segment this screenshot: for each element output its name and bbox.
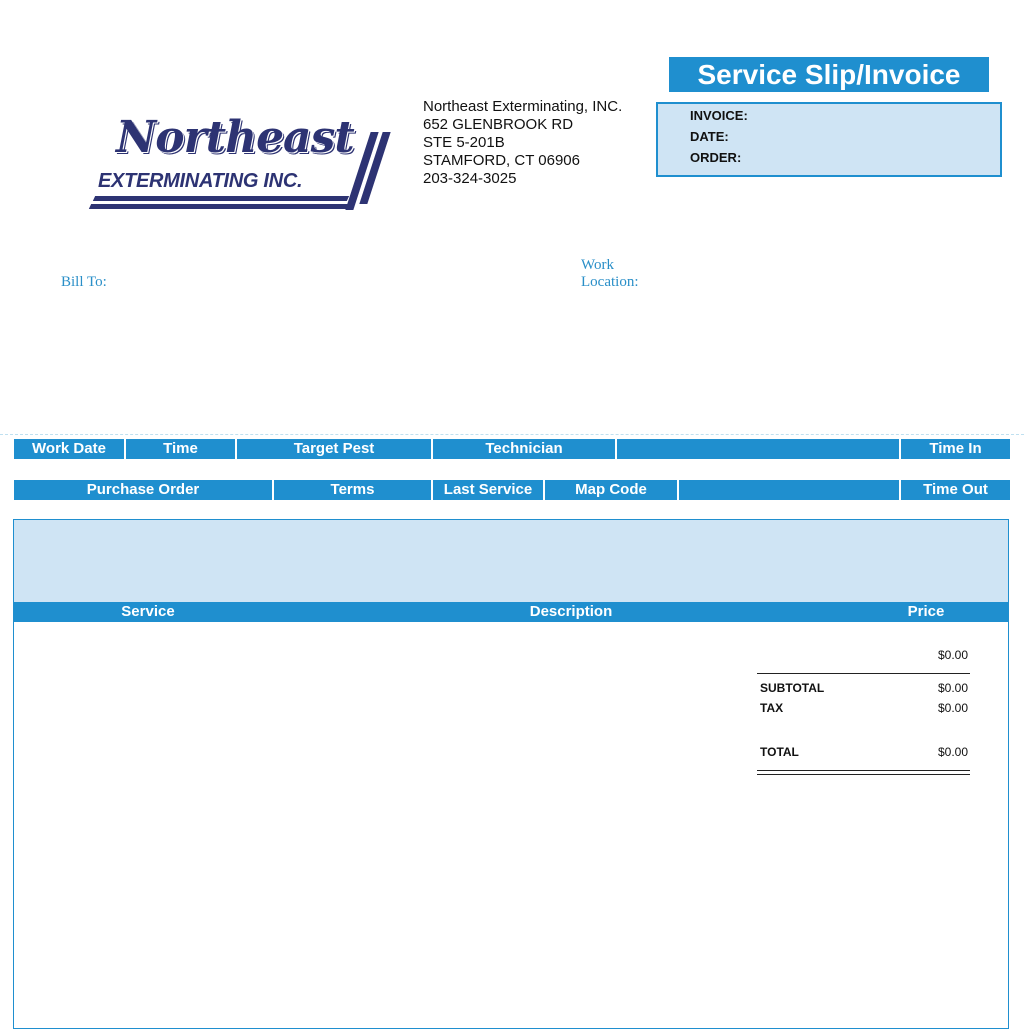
col-service: Service xyxy=(121,603,175,620)
total-double-rule xyxy=(757,770,970,771)
col-purchase-order: Purchase Order xyxy=(14,480,274,500)
total-value: $0.00 xyxy=(937,745,968,759)
company-address xyxy=(423,98,622,188)
invoice-info-box xyxy=(656,102,1002,177)
col-price: Price xyxy=(907,603,945,620)
col-time-out: Time Out xyxy=(923,481,988,498)
invoice-label: INVOICE: xyxy=(690,108,748,123)
total-label: TOTAL xyxy=(760,745,799,759)
work-location-label-line1: Work xyxy=(581,257,614,273)
logo-wordmark: Northeast xyxy=(116,112,354,163)
col-description: Description xyxy=(529,603,613,620)
header-row-1 xyxy=(14,439,1010,459)
col-technician: Technician xyxy=(433,439,617,459)
notes-area xyxy=(14,520,1008,602)
subtotal-label: SUBTOTAL xyxy=(760,681,825,695)
subtotal-value: $0.00 xyxy=(937,681,968,695)
col-time-in: Time In xyxy=(929,440,982,457)
col-time: Time xyxy=(126,439,237,459)
bill-to-label: Bill To: xyxy=(61,274,107,290)
line-price: $0.00 xyxy=(937,648,968,662)
company-logo xyxy=(86,110,386,220)
work-location-label xyxy=(581,257,638,291)
company-city: STAMFORD, CT 06906 xyxy=(423,152,580,169)
col-last-service: Last Service xyxy=(433,480,545,500)
date-label: DATE: xyxy=(690,129,729,144)
totals-rule xyxy=(757,673,970,674)
document-title: Service Slip/Invoice xyxy=(669,57,989,92)
col-terms: Terms xyxy=(274,480,433,500)
company-name: Northeast Exterminating, INC. xyxy=(423,98,623,115)
service-table-header xyxy=(14,602,1008,622)
divider xyxy=(0,434,1024,435)
company-suite: STE 5-201B xyxy=(423,134,505,151)
col-map-code: Map Code xyxy=(545,480,679,500)
logo-underline xyxy=(89,204,353,209)
logo-subtitle: EXTERMINATING INC. xyxy=(98,170,303,192)
col-blank xyxy=(617,439,901,459)
header-row-2 xyxy=(14,480,1010,500)
tax-value: $0.00 xyxy=(937,701,968,715)
logo-underline xyxy=(93,196,349,201)
col-blank xyxy=(679,480,901,500)
company-phone: 203-324-3025 xyxy=(423,170,517,187)
company-street: 652 GLENBROOK RD xyxy=(423,116,574,133)
work-location-label-line2: Location: xyxy=(581,274,639,290)
order-label: ORDER: xyxy=(690,150,742,165)
col-target-pest: Target Pest xyxy=(237,439,433,459)
tax-label: TAX xyxy=(760,701,784,715)
col-work-date: Work Date xyxy=(14,439,126,459)
total-double-rule xyxy=(757,774,970,775)
